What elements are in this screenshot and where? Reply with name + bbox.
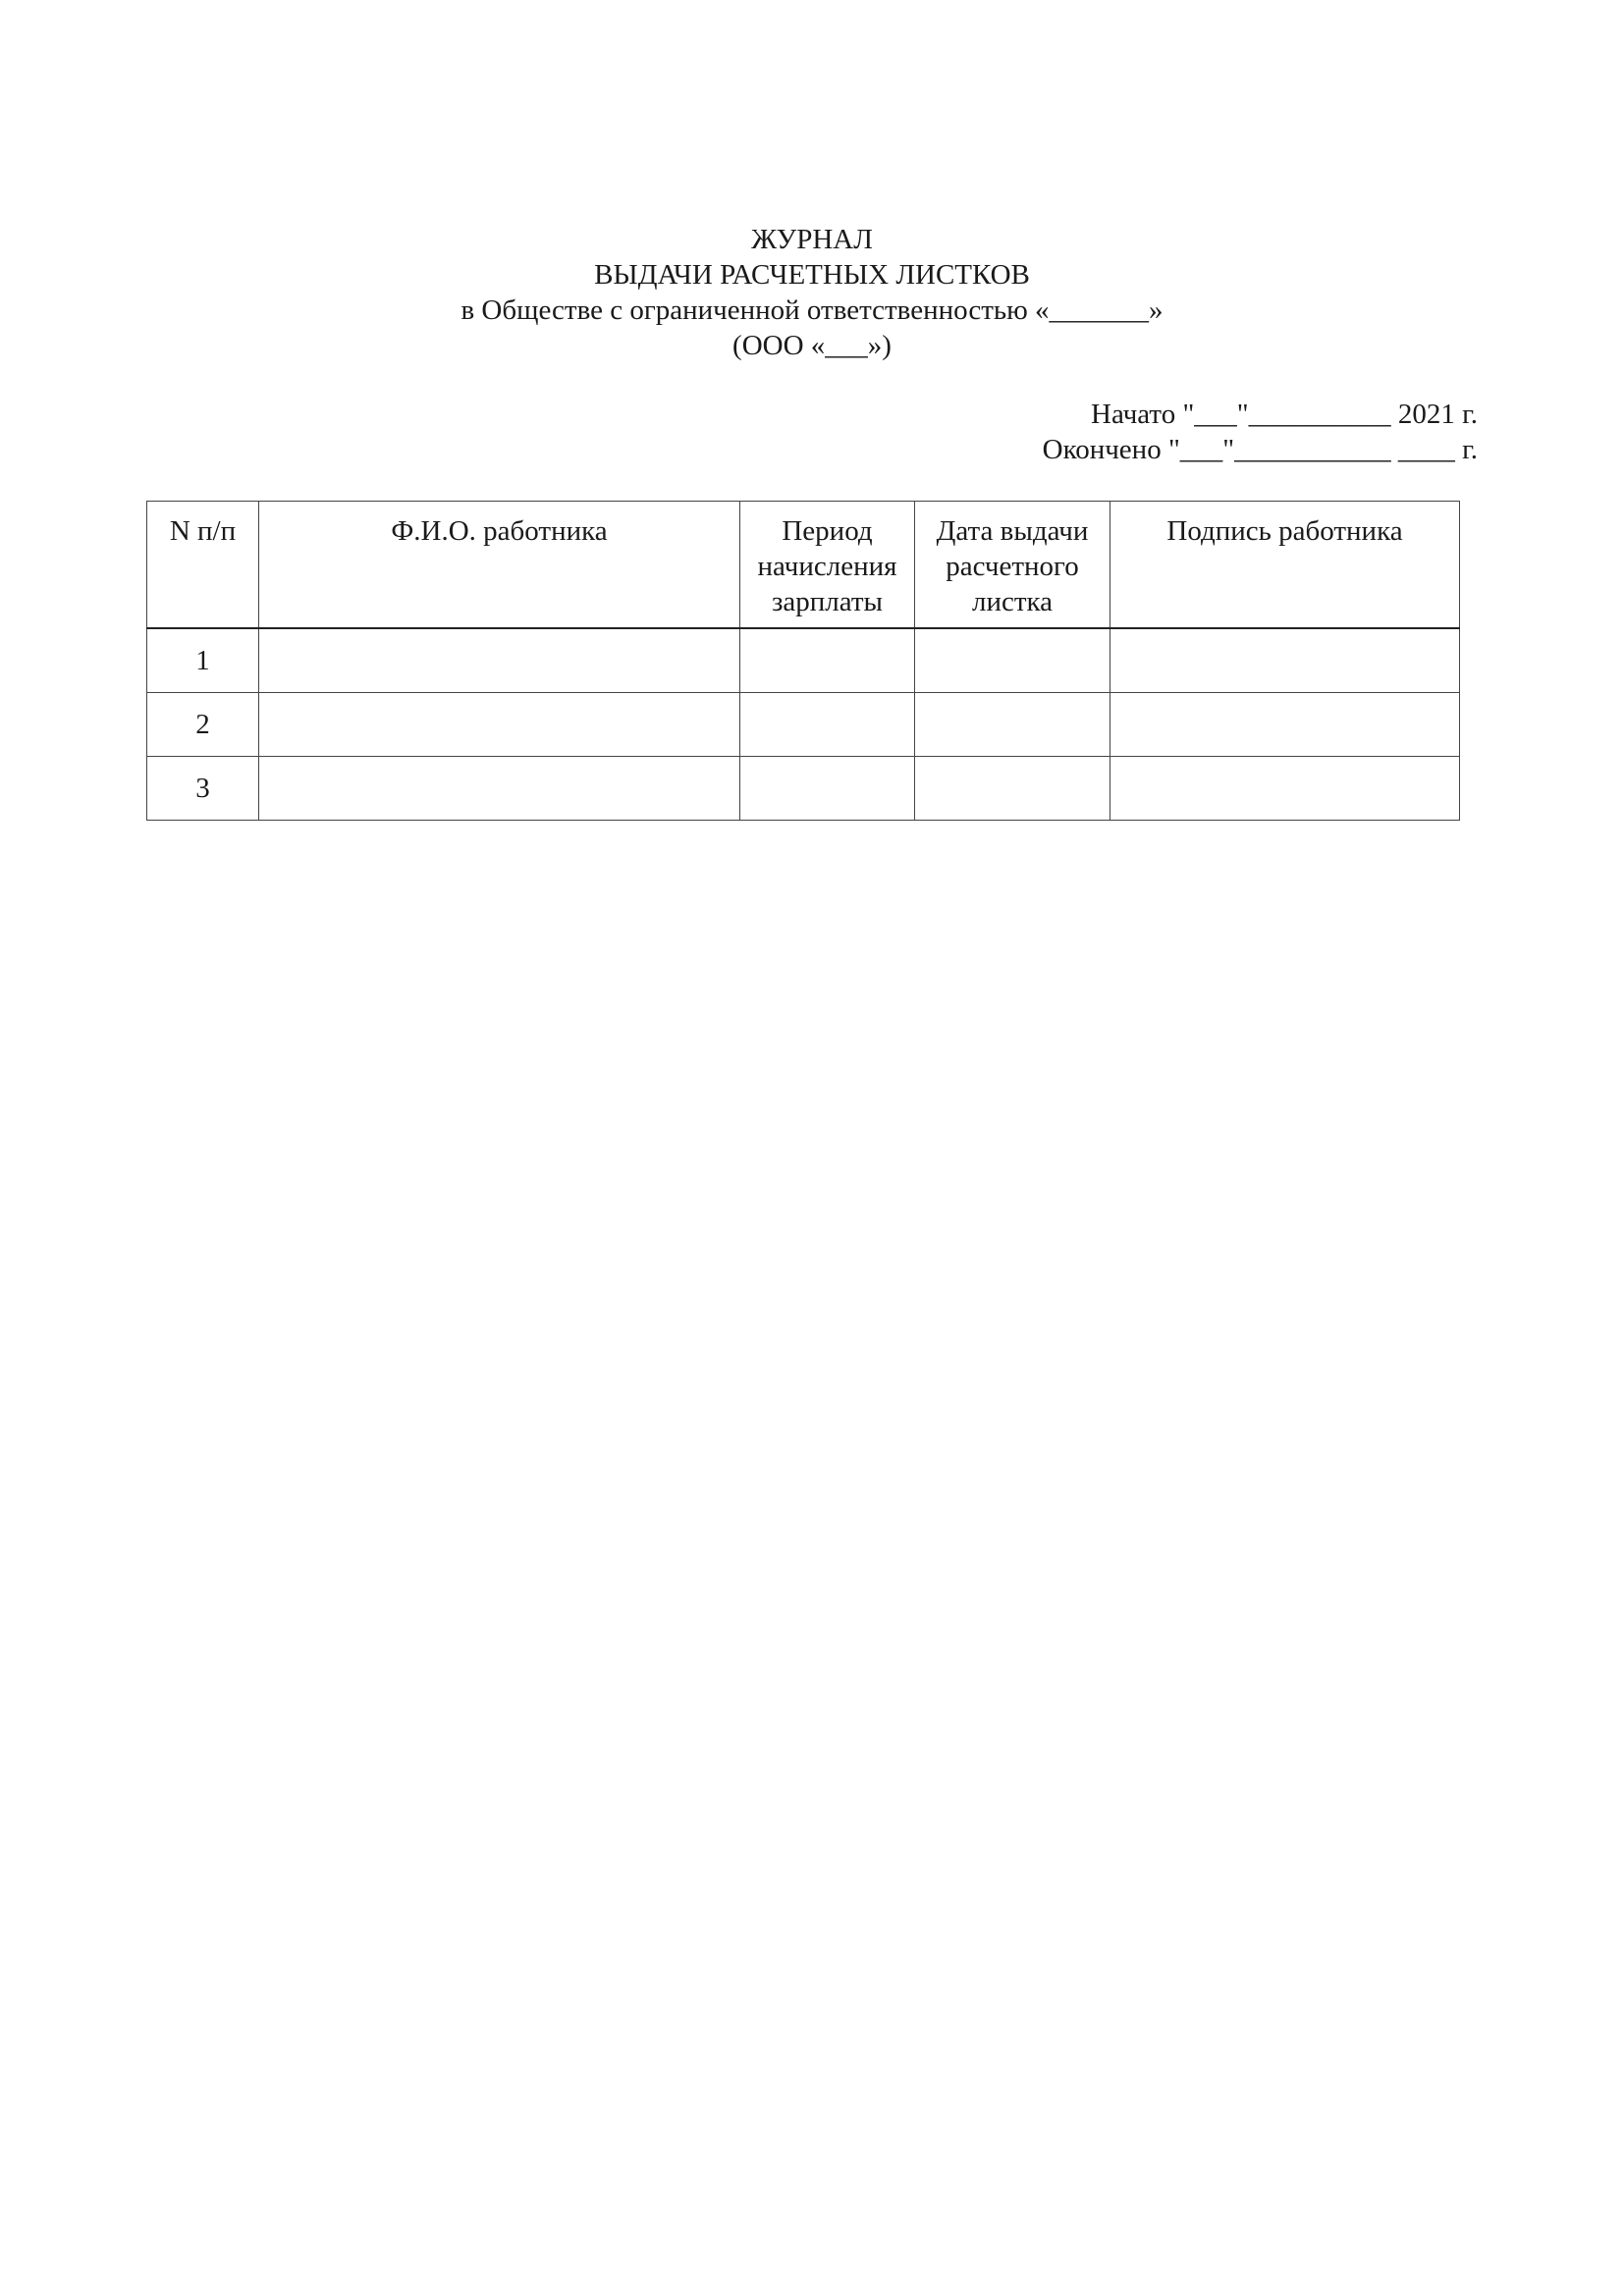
issue-date-cell — [915, 628, 1110, 692]
employee-name-cell — [259, 692, 740, 756]
signature-cell — [1110, 628, 1460, 692]
column-header-employee-signature: Подпись работника — [1110, 502, 1460, 629]
signature-cell — [1110, 756, 1460, 820]
pay-period-cell — [740, 692, 915, 756]
document-subtitle: ВЫДАЧИ РАСЧЕТНЫХ ЛИСТКОВ — [594, 259, 1030, 291]
issue-date-cell — [915, 756, 1110, 820]
column-header-employee-name: Ф.И.О. работника — [259, 502, 740, 629]
pay-period-cell — [740, 756, 915, 820]
journal-table — [146, 501, 1460, 821]
start-date-line: Начато "___"__________ 2021 г. — [1091, 399, 1478, 430]
signature-cell — [1110, 692, 1460, 756]
document-title-block — [0, 222, 1624, 363]
row-number-cell: 2 — [147, 692, 259, 756]
table-row — [147, 628, 1460, 692]
header-row — [147, 502, 1460, 629]
employee-name-cell — [259, 756, 740, 820]
column-header-issue-date: Дата выдачи расчетного листка — [915, 502, 1110, 629]
organization-short-name: (ООО «___») — [732, 330, 892, 361]
organization-full-name: в Обществе с ограниченной ответственностью «_______» — [460, 294, 1164, 326]
column-header-pay-period: Период начисления зарплаты — [740, 502, 915, 629]
end-date-line: Окончено "___"___________ ____ г. — [1042, 434, 1478, 465]
column-header-number: N п/п — [147, 502, 259, 629]
journal-table-header — [147, 502, 1460, 629]
journal-dates — [1043, 397, 1478, 467]
pay-period-cell — [740, 628, 915, 692]
journal-table-body — [147, 628, 1460, 820]
row-number-cell: 1 — [147, 628, 259, 692]
table-row — [147, 692, 1460, 756]
table-row — [147, 756, 1460, 820]
issue-date-cell — [915, 692, 1110, 756]
employee-name-cell — [259, 628, 740, 692]
document-title: ЖУРНАЛ — [751, 224, 873, 255]
row-number-cell: 3 — [147, 756, 259, 820]
